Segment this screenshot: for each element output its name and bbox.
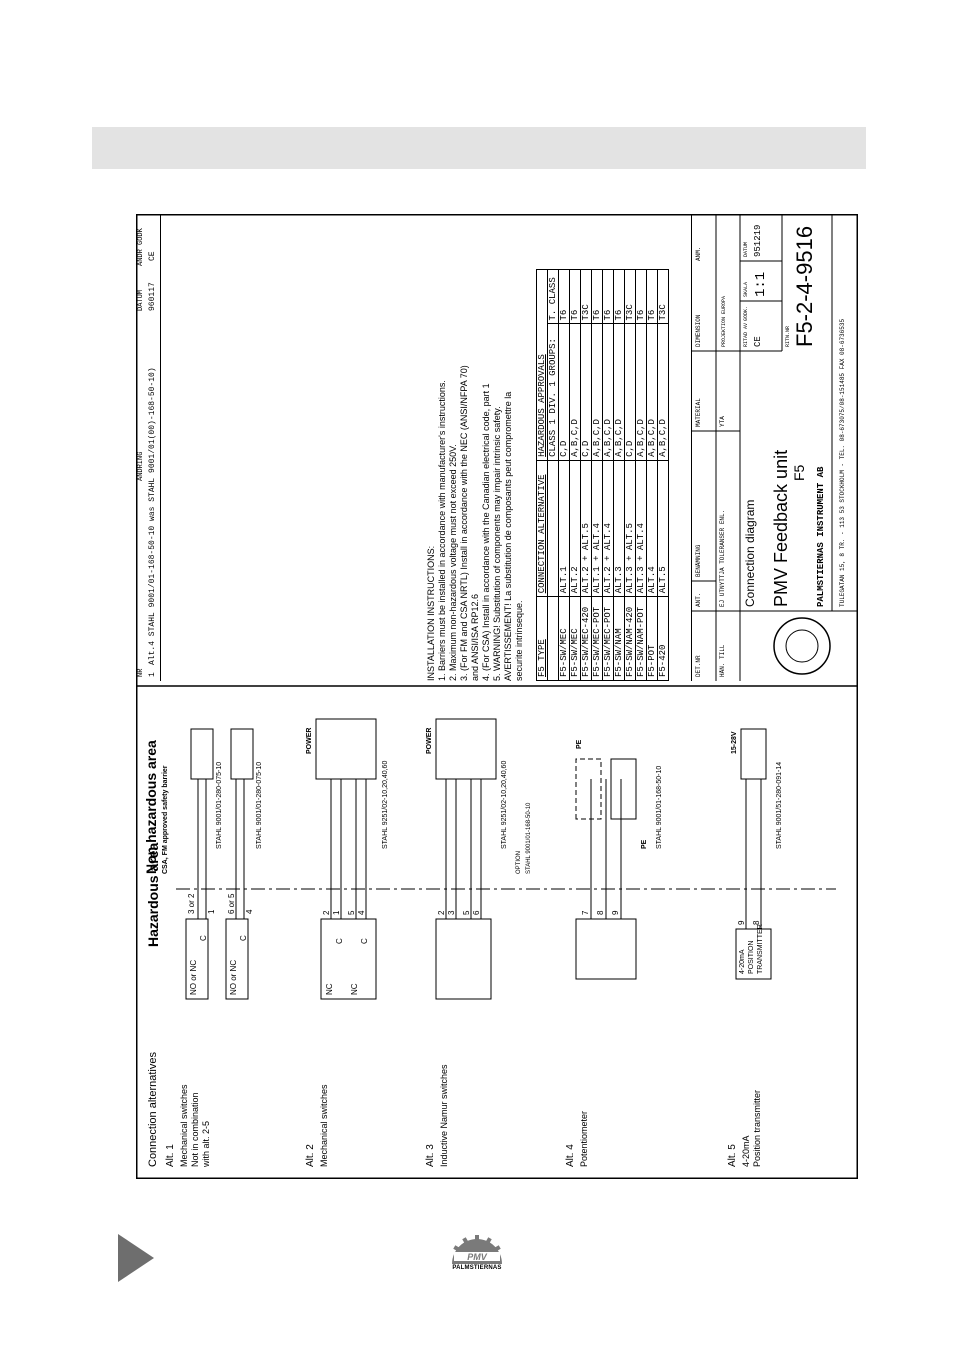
table-header-class: CLASS 1 [548,419,558,457]
tb-yta: YTA [719,416,726,427]
table-header-type: F5 TYPE [537,597,548,681]
drawing-sheet [136,214,858,1179]
alt4-n7: 7 [581,910,590,915]
table-body [559,270,669,681]
table-cell-type: F5-SW/MEC-POT [592,597,603,681]
tb-projection: PROJEKTION EUROPA [721,295,727,347]
table-cell-t: T6 [592,270,603,324]
alt4-label: Alt. 4 [565,1144,576,1167]
instruction-4: 4. (For CSA) Install in accordance with the Canadian electrical code, part 1 [481,383,491,681]
alt1-desc3: with alt. 2-5 [201,1120,211,1167]
table-header-group: GROUPS: [548,338,558,376]
alt4-desc: Potentiometer [579,1110,589,1167]
table-row [581,270,592,681]
table-row [570,270,581,681]
revision-block [136,214,161,681]
table-cell-conn: ALT.2 + ALT.4 [603,460,614,596]
alt2-nc2: NC [350,983,359,995]
alt2-c: C [335,938,344,944]
table-cell-conn: ALT.1 [559,460,570,596]
table-cell-conn: ALT.4 [647,460,658,596]
alt1-sw2: NO or NC [229,959,238,995]
alt1-terminal2: 6 or 5 [227,893,236,914]
table-header-div: DIV. 1 [548,381,558,414]
rev-row-text: Alt.4 STAHL 9001/01-168-50-10 was STAHL 9001/01(00)-168-50-10) [148,367,157,665]
alt4-stahl: STAHL 9001/01-168-50-10 [656,765,663,849]
alt5-desc1: 4-20mA [741,1135,751,1167]
tb-utnyttja: EJ UTNYTTJA TOLERANSER ENL. [719,509,726,607]
alt1-n4: 4 [245,909,254,914]
table-row [614,270,625,681]
table-cell-t: T6 [603,270,614,324]
table-cell-type: F5-420 [658,597,669,681]
table-cell-t: T6 [559,270,570,324]
alt2-stahl: STAHL 9251/02-10,20,40,60 [382,760,389,849]
alt2-n5: 5 [347,910,356,915]
alt2-c2: C [360,938,369,944]
tb-drawing-no: F5-2-4-9516 [792,225,817,347]
alt5-stahl: STAHL 9001/51-280-091-14 [776,761,783,849]
tb-ritad-val: CE [753,336,763,347]
instruction-3: 3. (For FM and CSA NRTL) Install in accordance with the NEC (ANSI/NFPA 70) [459,365,469,681]
alt1-stahl2: STAHL 9001/01-280-075-10 [256,761,263,849]
table-cell-t: T3C [581,270,592,324]
table-cell-group: A,B,C,D [570,324,581,460]
alt2-power: POWER [306,727,313,754]
non-hazardous-sub: CSA, FM approved safety barrier [162,765,169,874]
pmv-logo-icon [448,1234,506,1268]
table-cell-type: F5-SW/NAM [614,597,625,681]
tb-company: PALMSTIERNAS INSTRUMENT AB [816,466,826,607]
rev-header-nr: NR [137,668,145,677]
tb-skala-val: 1:1 [753,271,769,297]
alt5-desc2: Position transmitter [752,1089,762,1167]
table-cell-t: T3C [625,270,636,324]
table-header-haz: HAZARDOUS APPROVALS [537,270,548,461]
alt5-label: Alt. 5 [727,1144,738,1167]
alt3-n3: 3 [447,910,456,915]
alt2-label: Alt. 2 [305,1144,316,1167]
tb-product2: F5 [791,464,807,481]
alt1-c1: C [199,935,208,941]
table-cell-type: F5-SW/MEC [559,597,570,681]
alt5-box3: TRANSMITTER [757,924,764,974]
tb-datum: DATUM [743,241,749,257]
title-block [691,214,857,681]
alt5-n8: 8 [752,920,761,925]
alt1-desc1: Mechanical switches [179,1084,189,1167]
tb-ritad: RITAD AV [743,322,749,347]
rev-header-godk: ÄNDR GODK [137,228,145,266]
table-cell-conn: ALT.3 [614,460,625,596]
table-cell-group: A,B,C,D [614,324,625,460]
table-row [647,270,658,681]
alt3-n6: 6 [472,910,481,915]
alt3-n2: 2 [437,910,446,915]
alt1-terminal1: 3 or 2 [187,893,196,914]
table-row [625,270,636,681]
table-cell-t: T6 [647,270,658,324]
alt1-desc2: Not in combination [190,1092,200,1167]
alt2-nc: NC [325,983,334,995]
rev-header-andring: ÄNDRING [137,451,145,481]
tb-section: Connection diagram [743,499,757,607]
tb-material: MATERIAL [695,398,702,427]
table-cell-group: A,B,C,D [592,324,603,460]
alt4-n8: 8 [596,910,605,915]
table-cell-type: F5-SW/NAM-POT [636,597,647,681]
wiring-diagram [136,709,858,1179]
table-cell-conn: ALT.5 [658,460,669,596]
table-cell-t: T3C [658,270,669,324]
tb-datum-val: 951219 [753,224,763,257]
non-hazardous-title: Non hazardous area [143,740,159,874]
alt5-supply: 15-28V [731,731,738,754]
table-cell-conn: ALT.3 + ALT.5 [625,460,636,596]
tb-product: PMV Feedback unit [771,449,791,607]
tb-ant: ANT. [695,592,702,607]
table-cell-type: F5-SW/MEC [570,597,581,681]
alt4-pe: PE [576,739,583,749]
table-cell-type: F5-SW/NAM-420 [625,597,636,681]
instructions-block [426,221,525,681]
tb-dimension: DIMENSION [695,314,702,347]
table-cell-group: A,B,C,D [658,324,669,460]
alt3-n5: 5 [462,910,471,915]
table-cell-conn: ALT.2 + ALT.5 [581,460,592,596]
table-subheader-blank2 [548,460,559,596]
tb-anm: ANM. [695,246,702,261]
table-cell-type: F5-POT [647,597,658,681]
table-subheader-class [548,324,559,460]
table-cell-group: C,D [559,324,570,460]
tb-detnr: DET.NR [695,655,702,677]
table-cell-group: A,B,C,D [603,324,614,460]
table-cell-conn: ALT.2 [570,460,581,596]
table-row [603,270,614,681]
alt1-n1: 1 [207,909,216,914]
table-row [559,270,570,681]
rotated-drawing [136,214,858,1179]
alt3-power: POWER [426,727,433,754]
alt3-option: OPTION [516,850,522,874]
alt1-sw1: NO or NC [189,959,198,995]
tb-skala: SKALA [743,281,749,297]
next-page-icon[interactable] [116,1232,156,1284]
instruction-5b: AVERTISSEMENT! La substitution de composants peut compromettre la [503,391,513,681]
rev-row-nr: 1 [148,672,157,677]
alt5-box2: POSITION [748,940,755,974]
alt3-option-stahl: STAHL 9001/01-168-50-10 [526,802,532,874]
alt1-label: Alt. 1 [165,1144,176,1167]
rev-row-datum: 960117 [148,282,157,311]
instruction-1: 1. Barriers must be installed in accordance with manufacturer's instructions. [437,380,447,681]
alt2-desc: Mechanical switches [319,1084,329,1167]
alt2-n4: 4 [357,910,366,915]
table-header-row [537,270,548,681]
company-seal-inner [786,630,818,662]
approvals-table [536,269,669,681]
table-subheader-blank [548,597,559,681]
table-cell-conn: ALT.3 + ALT.4 [636,460,647,596]
table-cell-group: A,B,C,D [647,324,658,460]
instruction-5: 5. WARNING! Substitution of components may impair intrinsic safety. [492,406,502,681]
table-cell-type: F5-SW/MEC-POT [603,597,614,681]
table-cell-group: C,D [625,324,636,460]
pmv-logo-text: PALMSTIERNAS [452,1265,502,1271]
table-cell-group: A,B,C,D [636,324,647,460]
instructions-heading: INSTALLATION INSTRUCTIONS: [426,545,436,681]
table-cell-t: T6 [570,270,581,324]
table-cell-t: T6 [614,270,625,324]
alt1-stahl1: STAHL 9001/01-280-075-10 [216,761,223,849]
table-row [636,270,647,681]
table-cell-t: T6 [636,270,647,324]
alt5-n9: 9 [737,920,746,925]
table-header-tclass: T. CLASS [548,270,559,324]
alt3-desc: Inductive Namur switches [439,1064,449,1167]
tb-ritnr: RITN.NR [785,325,791,347]
table-cell-type: F5-SW/MEC-420 [581,597,592,681]
rev-header-datum: DATUM [137,289,145,311]
table-subheader-row [548,270,559,681]
table-cell-conn: ALT.1 + ALT.4 [592,460,603,596]
rev-row-godk: CE [148,251,157,261]
instruction-5c: securite intrinseque. [514,600,524,681]
hazardous-title: Hazardous area [145,842,161,947]
tb-godk: GODK. [743,305,749,321]
diagram-title: Connection alternatives [147,1052,159,1167]
alt2-n1: 1 [332,910,341,915]
instruction-3b: and ANSI/ISA RP12.6 [470,593,480,681]
alt1-c2: C [239,935,248,941]
tb-benamning: BENÄMNING [695,544,702,577]
alt2-n2: 2 [322,910,331,915]
alt3-label: Alt. 3 [425,1144,436,1167]
instruction-2: 2. Maximum non-hazardous voltage must not exceed 250V. [448,444,458,681]
alt3-stahl: STAHL 9251/02-10,20,40,60 [501,760,508,849]
svg-text:PMV: PMV [467,1252,487,1262]
table-header-conn: CONNECTION ALTERNATIVE [537,460,548,596]
table-row [592,270,603,681]
table-row [658,270,669,681]
alt4-n9: 9 [611,910,620,915]
company-seal [774,618,830,674]
alt4-pe2: PE [641,839,648,849]
alt5-box1: 4-20mA [739,949,746,974]
tb-hanvisning: HÄN. TILL [719,644,726,677]
table-cell-group: C,D [581,324,592,460]
title-block-lines [692,214,857,681]
tb-address: TULEGATAN 15, 8 TR. - 113 53 STOCKHOLM - TEL. 08-673075/08-151485 FAX 08-6736535 [839,318,846,607]
header-band [92,127,866,169]
